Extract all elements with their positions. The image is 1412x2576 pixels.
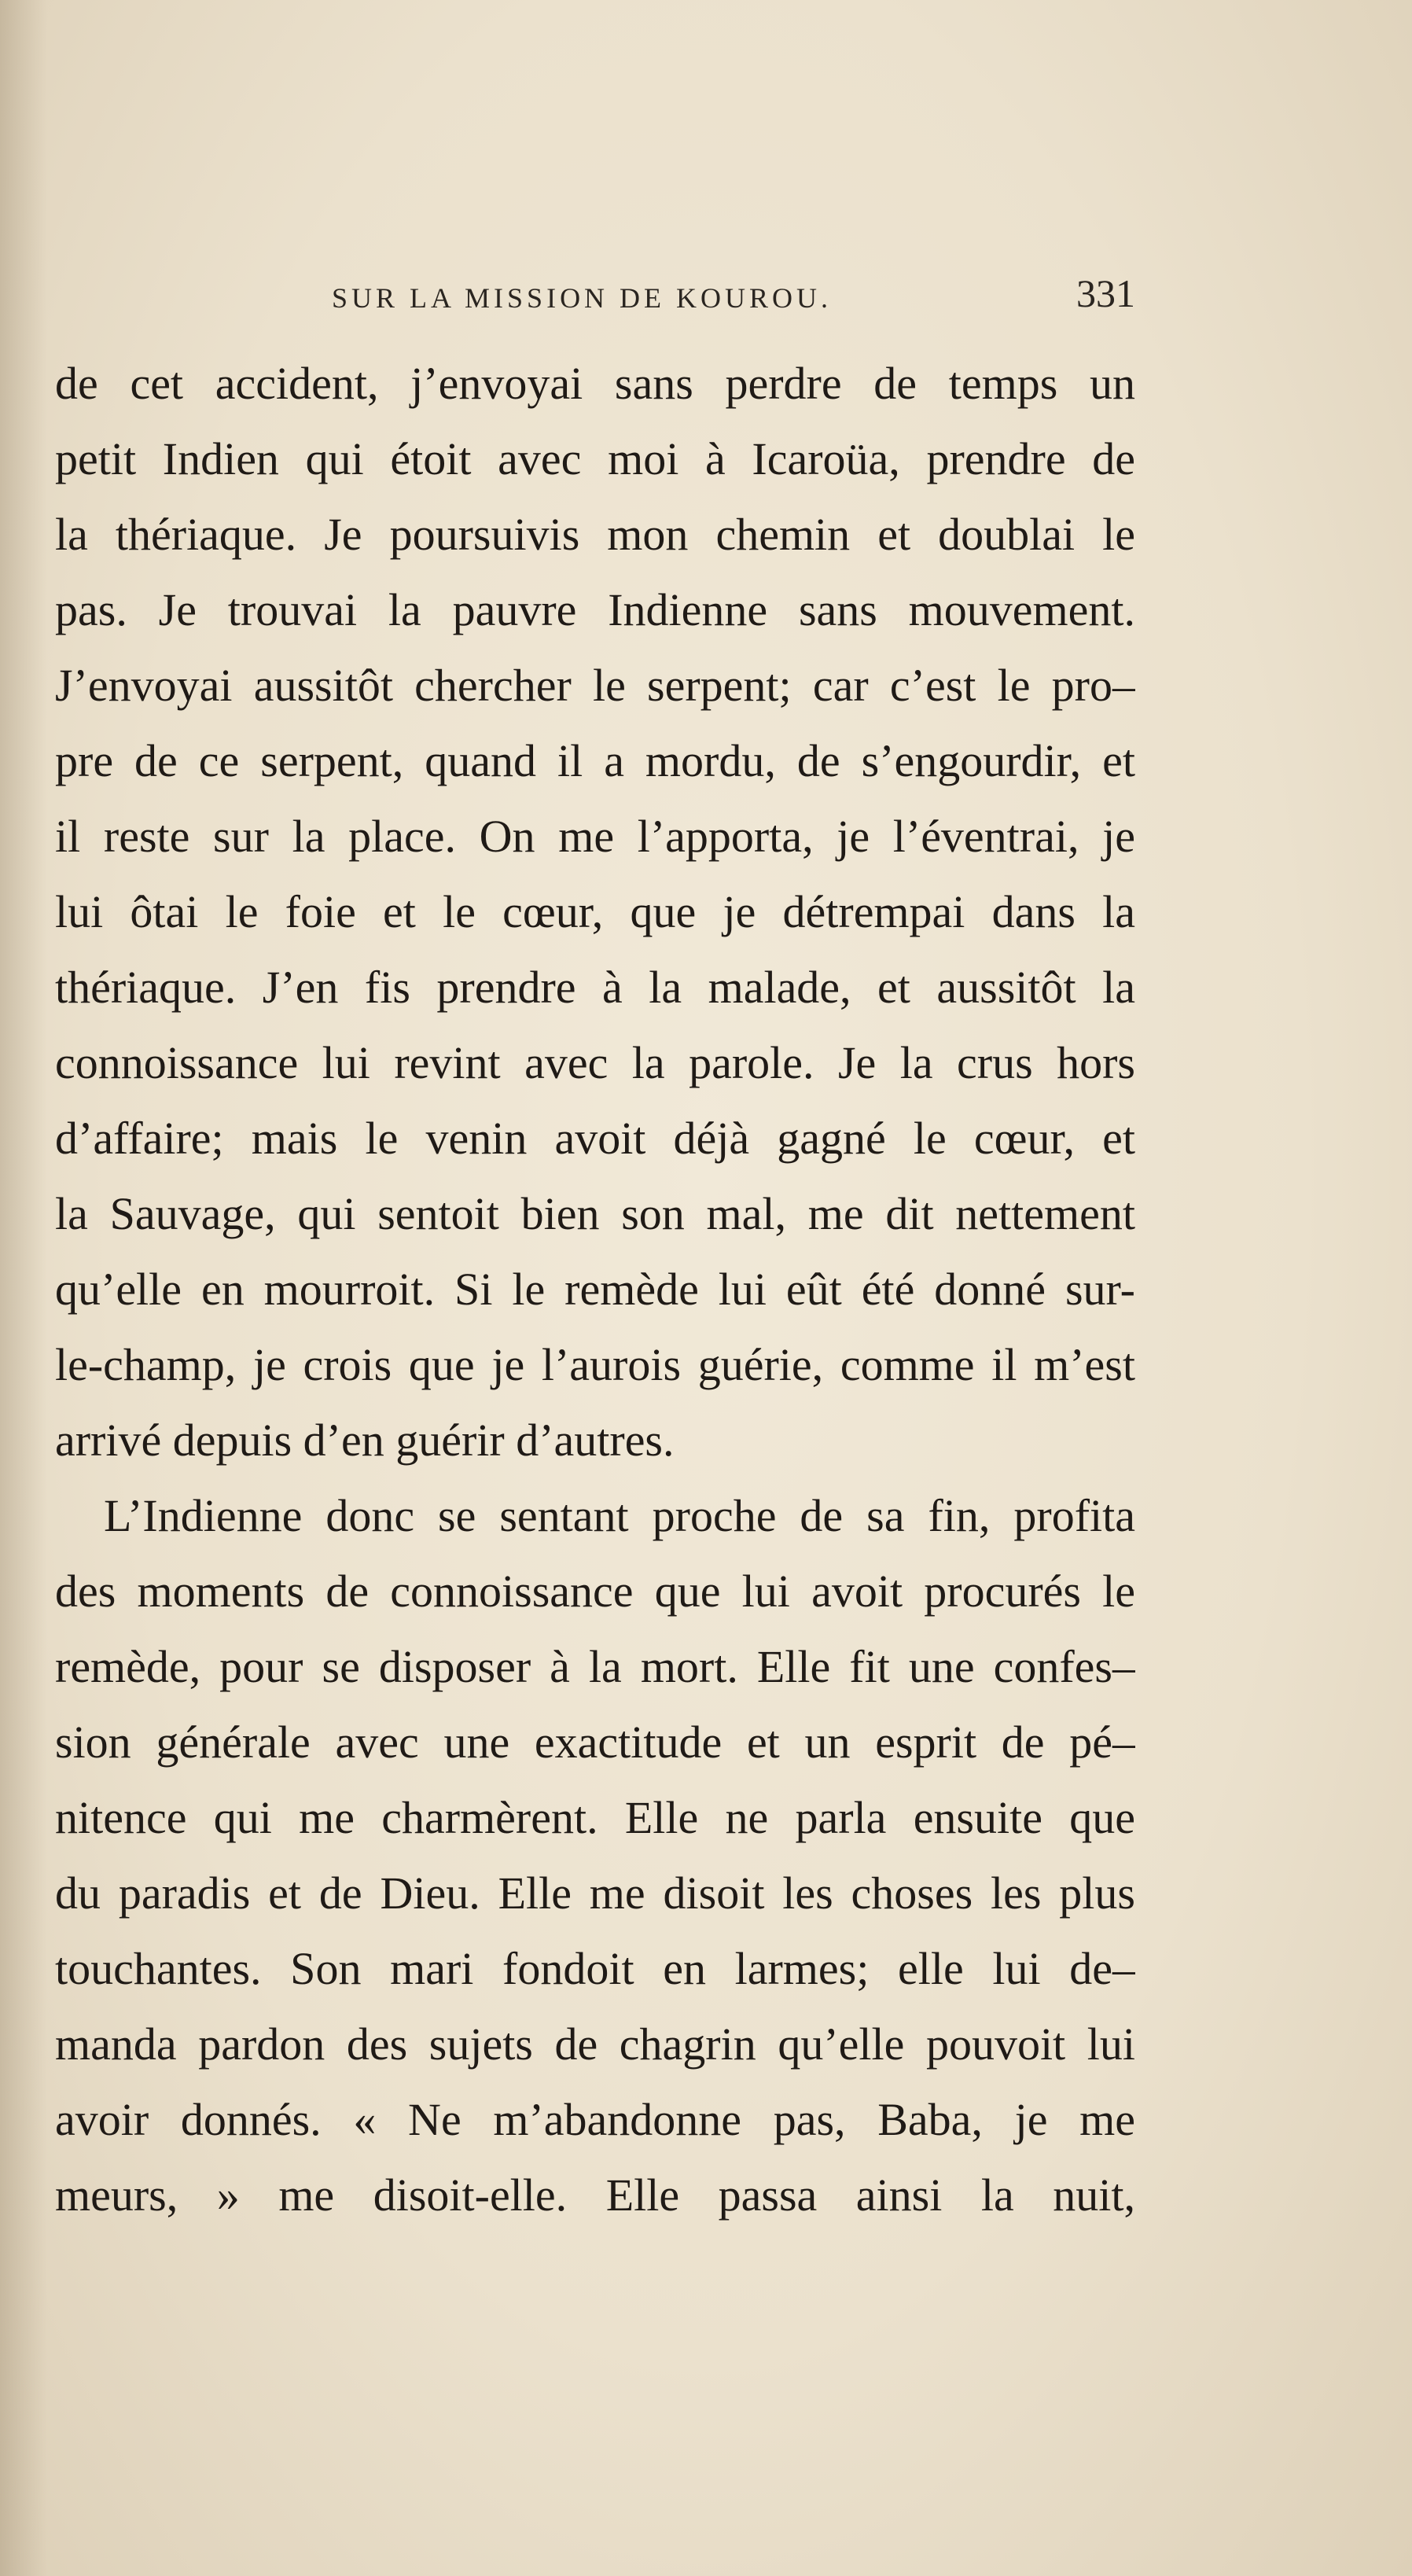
page-number: 331	[1076, 271, 1135, 315]
text-line: pas. Je trouvai la pauvre Indienne sans mouvement.	[55, 584, 1135, 635]
text-line: la thériaque. Je poursuivis mon chemin et doublai le	[55, 509, 1135, 560]
text-line: touchantes. Son mari fondoit en larmes; elle lui de–	[55, 1943, 1135, 1994]
text-line: J’envoyai aussitôt chercher le serpent; car c’est le pro–	[55, 660, 1135, 711]
running-title: SUR LA MISSION DE KOUROU.	[332, 282, 833, 314]
text-line: manda pardon des sujets de chagrin qu’elle pouvoit lui	[55, 2018, 1135, 2070]
text-line: meurs, » me disoit-elle. Elle passa ainsi la nuit,	[55, 2169, 1135, 2221]
text-line: connoissance lui revint avec la parole. Je la crus hors	[55, 1037, 1135, 1088]
text-line: avoir donnés. « Ne m’abandonne pas, Baba, je me	[55, 2094, 1135, 2145]
text-line: L’Indienne donc se sentant proche de sa fin, profita	[104, 1490, 1135, 1541]
text-line: pre de ce serpent, quand il a mordu, de s’engourdir, et	[55, 735, 1135, 786]
body-text	[55, 346, 1135, 2233]
text-line: thériaque. J’en fis prendre à la malade, et aussitôt la	[55, 962, 1135, 1013]
text-line: du paradis et de Dieu. Elle me disoit les choses les plus	[55, 1868, 1135, 1919]
text-line: qu’elle en mourroit. Si le remède lui eût été donné sur-	[55, 1264, 1135, 1315]
text-line: de cet accident, j’envoyai sans perdre de temps un	[55, 358, 1135, 409]
text-line: lui ôtai le foie et le cœur, que je détrempai dans la	[55, 886, 1135, 937]
text-line: d’affaire; mais le venin avoit déjà gagné le cœur, et	[55, 1113, 1135, 1164]
text-line: nitence qui me charmèrent. Elle ne parla ensuite que	[55, 1792, 1135, 1843]
spine-shadow	[0, 0, 47, 2576]
text-line: arrivé depuis d’en guérir d’autres.	[55, 1415, 675, 1466]
text-line: remède, pour se disposer à la mort. Elle fit une confes–	[55, 1641, 1135, 1692]
text-line: sion générale avec une exactitude et un esprit de pé–	[55, 1717, 1135, 1768]
text-line: la Sauvage, qui sentoit bien son mal, me dit nettement	[55, 1188, 1135, 1239]
text-line: il reste sur la place. On me l’apporta, je l’éventrai, je	[55, 811, 1135, 862]
text-line: des moments de connoissance que lui avoit procurés le	[55, 1566, 1135, 1617]
text-line: petit Indien qui étoit avec moi à Icaroüa, prendre de	[55, 433, 1135, 484]
page-header	[332, 267, 1135, 330]
text-line: le-champ, je crois que je l’aurois guérie, comme il m’est	[55, 1339, 1135, 1390]
